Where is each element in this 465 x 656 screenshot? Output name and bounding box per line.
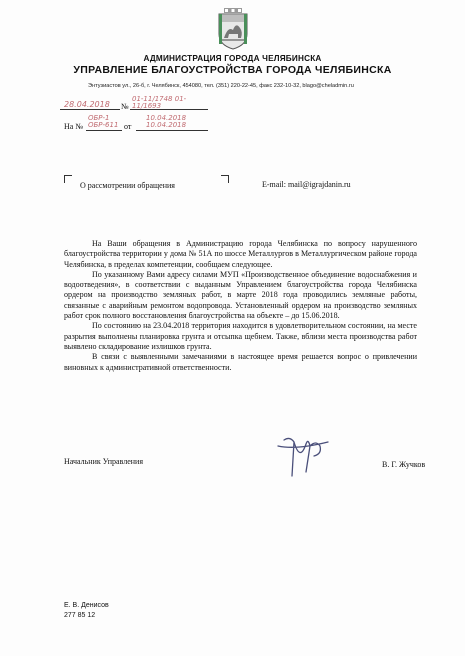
coat-of-arms-emblem	[216, 8, 250, 50]
from-line	[136, 130, 208, 131]
subject-corner-left	[64, 175, 72, 183]
subject-corner-right	[221, 175, 229, 183]
executor-phone: 277 85 12	[64, 612, 96, 619]
handwritten-number: 01-11/1748 01-11/1693	[132, 95, 187, 110]
number-label: №	[121, 102, 129, 111]
organization-name: АДМИНИСТРАЦИЯ ГОРОДА ЧЕЛЯБИНСКА	[143, 54, 322, 63]
handwritten-from-date: 10.04.2018 10.04.2018	[146, 114, 187, 129]
reference-label: На №	[64, 122, 83, 131]
signatory-name: В. Г. Жучков	[382, 460, 426, 469]
body-paragraph: На Ваши обращения в Администрацию города Челябинска по вопросу нарушенного благоустройства территории у дома № 51А по шоссе Металлургов в Металлургическом районе города Челябинска, в пределах компетенции, сообщаем следующее.	[64, 239, 417, 269]
signatory-title: Начальник Управления	[64, 457, 143, 466]
letterhead-address: Энтузиастов ул., 26-б, г. Челябинск, 454080, тел. (351) 220-22-45, факс 232-10-32, blago@cheladmin.ru	[88, 83, 354, 89]
executor-name: Е. В. Денисов	[64, 602, 109, 609]
handwritten-date: 28.04.2018	[64, 100, 110, 109]
subject-line: О рассмотрении обращения	[80, 181, 175, 190]
from-label: от	[124, 122, 132, 131]
department-name: УПРАВЛЕНИЕ БЛАГОУСТРОЙСТВА ГОРОДА ЧЕЛЯБИНСКА	[73, 64, 392, 76]
reference-line	[86, 130, 122, 131]
body-paragraph: По указанному Вами адресу силами МУП «Производственное объединение водоснабжения и водоотведения», в соответствии с выданным Управлением благоустройства города Челябинска ордером на производство земляных работ, в марте 2018 года проводились земляные работы, связанные с аварийным ремонтом водопровода. Установленный ордером на производство земляных работ срок полного восстановления благоустройства на объекте – до 15.06.2018.	[64, 269, 417, 321]
letter-body	[64, 239, 417, 373]
body-paragraph: В связи с выявленными замечаниями в настоящее время решается вопрос о привлечении виновных к административной ответственности.	[64, 352, 417, 372]
recipient-email: E-mail: mail@igrajdanin.ru	[262, 180, 351, 189]
handwritten-signature	[276, 432, 336, 482]
handwritten-reference: ОБР-1 ОБР-611	[88, 114, 119, 129]
date-line	[60, 109, 120, 110]
body-paragraph: По состоянию на 23.04.2018 территория находится в удовлетворительном состоянии, на месте разрытия выполнены планировка грунта и отсыпка щебнем. Также, вблизи места производства работ выявлено складирование излишков грунта.	[64, 321, 417, 351]
